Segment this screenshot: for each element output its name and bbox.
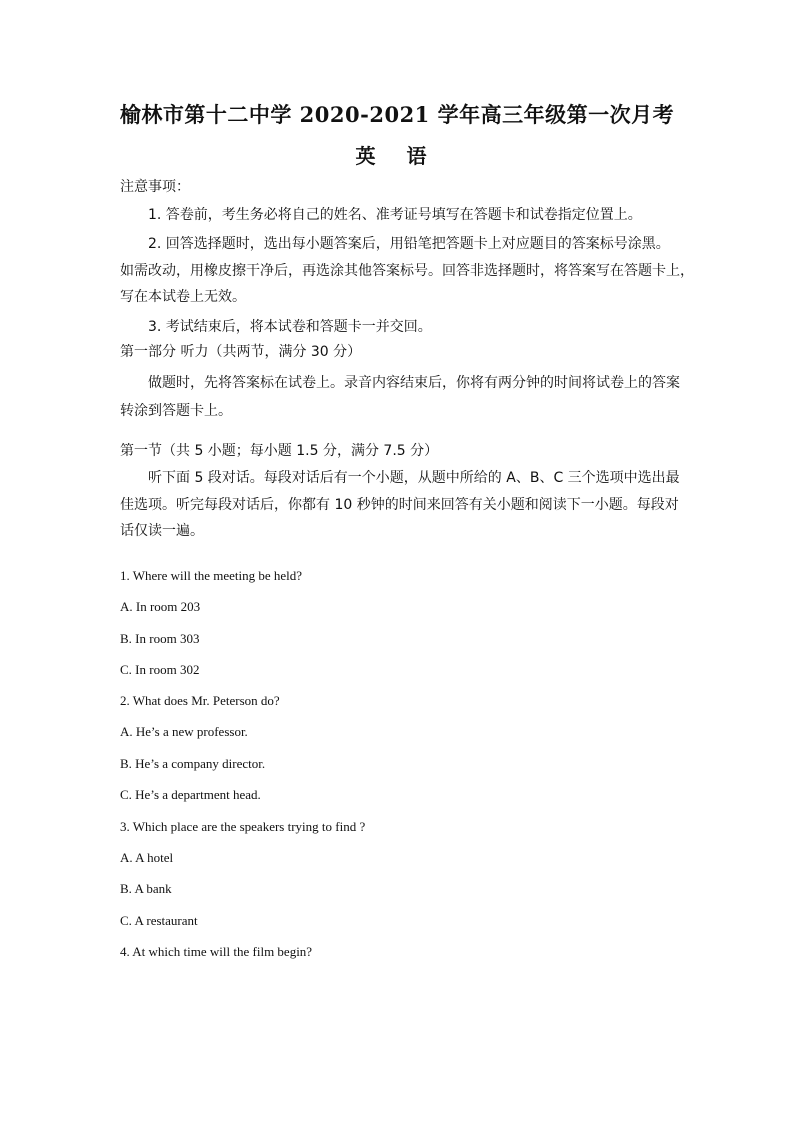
question-3-option-b: B. A bank: [120, 881, 172, 896]
section1-instruction-line-3: 话仅读一遍。: [120, 523, 204, 539]
question-1-option-b: B. In room 303: [120, 631, 200, 646]
notes-heading: 注意事项：: [120, 179, 190, 195]
section1-instruction-line-2: 佳选项。听完每段对话后，你都有 10 秒钟的时间来回答有关小题和阅读下一小题。每段对: [120, 497, 679, 513]
question-3-option-a: A. A hotel: [120, 850, 174, 865]
question-1: 1. Where will the meeting be held?: [120, 568, 303, 583]
question-2-option-c: C. He’s a department head.: [120, 787, 261, 802]
question-2-option-b: B. He’s a company director.: [120, 756, 266, 771]
section1-instruction-line-1: 听下面 5 段对话。每段对话后有一个小题，从题中所给的 A、B、C 三个选项中选出最: [148, 470, 680, 486]
question-3: 3. Which place are the speakers trying to find ?: [120, 819, 366, 834]
note-item-2-line-1: 2. 回答选择题时，选出每小题答案后，用铅笔把答题卡上对应题目的答案标号涂黑。: [148, 236, 670, 252]
part1-instruction-line-1: 做题时，先将答案标在试卷上。录音内容结束后，你将有两分钟的时间将试卷上的答案: [148, 375, 680, 391]
part1-heading: 第一部分 听力（共两节，满分 30 分）: [120, 344, 362, 360]
part1-instruction-line-2: 转涂到答题卡上。: [120, 403, 232, 419]
question-2-option-a: A. He’s a new professor.: [120, 724, 248, 739]
exam-title: 榆林市第十二中学 2020-2021 学年高三年级第一次月考: [119, 102, 675, 127]
note-item-2-line-3: 写在本试卷上无效。: [120, 289, 246, 305]
question-1-option-a: A. In room 203: [120, 599, 201, 614]
note-item-2-line-2: 如需改动，用橡皮擦干净后，再选涂其他答案标号。回答非选择题时，将答案写在答题卡上，: [120, 263, 694, 279]
question-2: 2. What does Mr. Peterson do?: [120, 693, 280, 708]
question-3-option-c: C. A restaurant: [120, 913, 198, 928]
question-4: 4. At which time will the film begin?: [120, 944, 313, 959]
note-item-3: 3. 考试结束后，将本试卷和答题卡一并交回。: [148, 319, 432, 335]
note-item-1: 1. 答卷前，考生务必将自己的姓名、准考证号填写在答题卡和试卷指定位置上。: [148, 207, 642, 223]
subject-title: 英 语: [355, 144, 439, 168]
question-1-option-c: C. In room 302: [120, 662, 200, 677]
section1-heading: 第一节（共 5 小题；每小题 1.5 分，满分 7.5 分）: [120, 443, 439, 459]
